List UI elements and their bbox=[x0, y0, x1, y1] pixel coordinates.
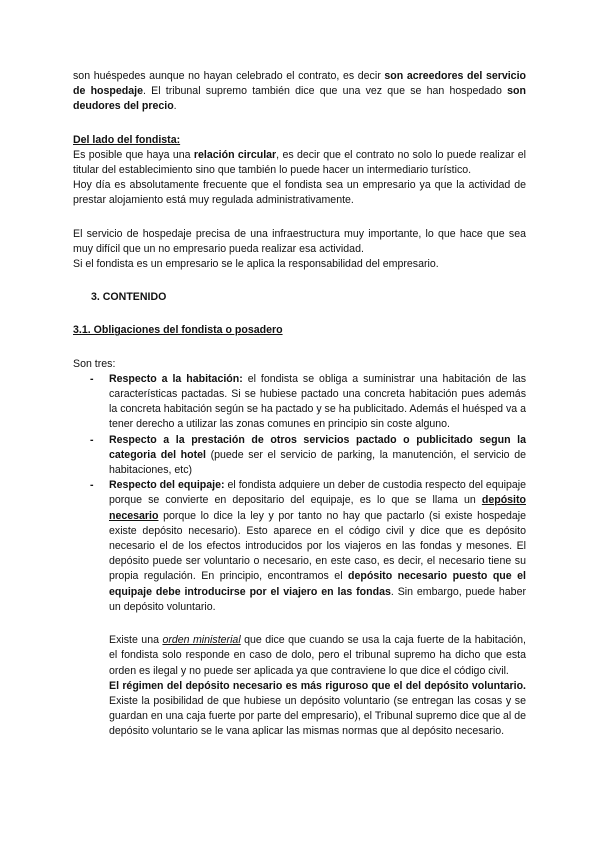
section-title-contenido: 3. CONTENIDO bbox=[91, 291, 167, 304]
intro-text: . bbox=[173, 100, 177, 113]
fondista-paragraph-2: Hoy día es absolutamente frecuente que el fondista sea un empresario ya que la actividad de prestar alojamiento está muy regulada administrativamente. bbox=[73, 179, 526, 207]
intro-text: son huéspedes aunque no hayan celebrado el contrato, es decir bbox=[73, 70, 385, 82]
list-item: - Respecto a la habitación: el fondista se obliga a suministrar una habitación de las características pactadas. Si se hubiese pactado una concreta habitación pues además la concreta habitación según se ha pactado y se ha publicitado. Además el huésped va a tener derecho a utilizar las zonas comunes en principio sin coste alguno. bbox=[73, 372, 526, 433]
regimen-paragraph: El régimen del depósito necesario es más riguroso que el del depósito voluntario. Existe la posibilidad de que hubiese un depósito voluntario (se entregan las cosas y se guardan en una caja fuerte por parte del empresario), el Tribunal supremo dice que al de depósito voluntario se le vana aplicar las mismas normas que al depósito necesario. bbox=[109, 679, 526, 738]
fondista-paragraph-3: El servicio de hospedaje precisa de una infraestructura muy importante, lo que hace que sea muy difícil que un no empresario pueda realizar esa actividad. bbox=[73, 227, 526, 255]
intro-paragraph bbox=[73, 69, 526, 115]
fondista-paragraph-1: Es posible que haya una relación circular, es decir que el contrato no solo lo puede realizar el titular del establecimiento sino que también lo puede hacer un intermediario turístico. bbox=[73, 148, 526, 177]
fondista-paragraph-4: Si el fondista es un empresario se le aplica la responsabilidad del empresario. bbox=[73, 258, 439, 271]
list-item: - Respecto del equipaje: el fondista adquiere un deber de custodia respecto del equipaje porque se convierte en depositario del equipaje, es lo que se llama un depósito necesario porque lo dice la ley y por tanto no hay que pactarlo (si existe hospedaje existe depósito necesario). Esto aparece en el código civil y dice que es depósito necesario el de los efectos introducidos por los viajeros en las fondas y mesones. El depósito puede ser voluntario o necesario, en este caso, es decir, el necesario tiene su propia regulación. En principio, encontramos el depósito necesario puesto que el equipaje debe introducirse por el viajero en las fondas. Sin embargo, puede haber un depósito voluntario. bbox=[73, 478, 526, 615]
intro-bold-deudores: son deudores del precio bbox=[73, 85, 526, 113]
relacion-circular-bold: relación circular bbox=[193, 148, 277, 161]
orden-ministerial-term: orden ministerial bbox=[162, 634, 241, 647]
deposito-necesario-term: depósito necesario bbox=[109, 494, 526, 522]
orden-ministerial-paragraph: Existe una orden ministerial que dice que cuando se usa la caja fuerte de la habitación, el fondista solo responde en caso de dolo, pero el tribunal supremo ha dicho que esta orden es ilegal y no puede ser aplicada ya que contraviene lo que dice el código civil. bbox=[109, 634, 526, 677]
obligations-list bbox=[73, 372, 526, 615]
intro-text: . El tribunal supremo también dice que una vez que se han hospedado bbox=[142, 85, 508, 98]
fondista-heading: Del lado del fondista: bbox=[73, 133, 181, 146]
intro-bold-acreedores: son acreedores del servicio de hospedaje bbox=[73, 70, 526, 98]
list-item: - Respecto a la prestación de otros servicios pactado o publicitado segun la categoria del hotel (puede ser el servicio de parking, la manutención, el servicio de habitaciones, etc) bbox=[73, 433, 526, 479]
list-lead: Son tres: bbox=[73, 357, 116, 370]
document-body bbox=[73, 69, 526, 740]
subsection-heading: 3.1. Obligaciones del fondista o posadero bbox=[73, 324, 283, 337]
